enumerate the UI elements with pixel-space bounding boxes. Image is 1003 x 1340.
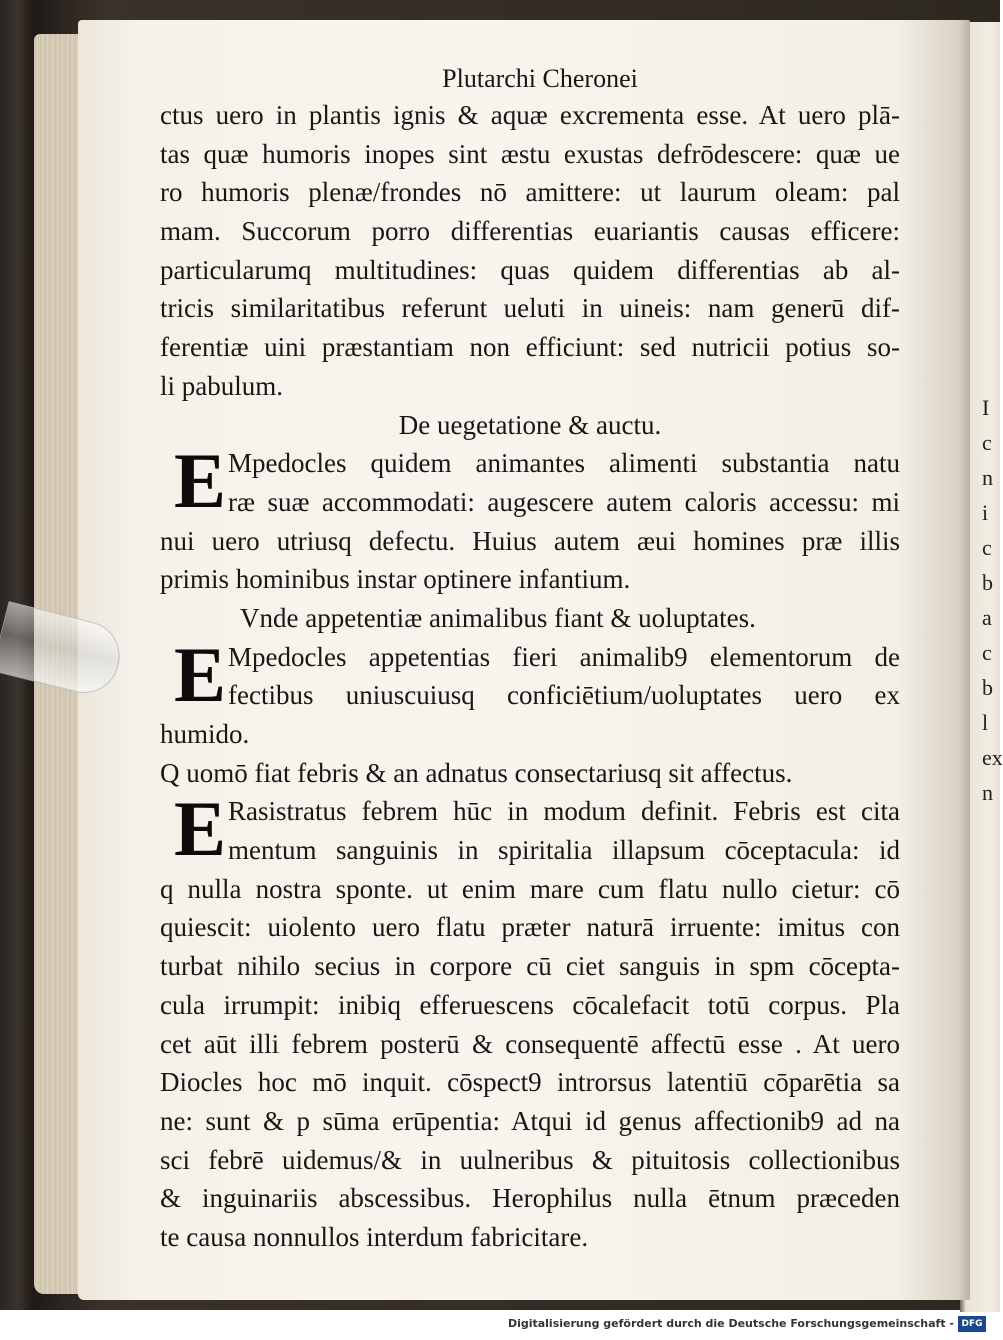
text-line: Mpedocles quidem animantes alimenti substantia natu <box>228 448 900 479</box>
facing-fragment: n <box>982 780 993 805</box>
section-2 <box>160 630 900 754</box>
text-line: particularumq multitudines: quas quidem differentias ab al- <box>160 254 900 285</box>
text-line: Rasistratus febrem hūc in modum definit. Febris est cita <box>228 796 900 827</box>
text-line: nui uero utriusq defectu. Huius autem æui homines præ illis <box>160 525 900 556</box>
facing-fragment: l <box>982 710 989 735</box>
text-line: tas quæ humoris inopes sint æstu exustas defrōdescere: quæ ue <box>160 138 900 169</box>
text-line: Diocles hoc mō inquit. cōspect9 introrsus latentiū cōparētia sa <box>160 1067 900 1098</box>
facing-fragment: i <box>982 500 989 525</box>
text-line: cula irrumpit: inibiq efferuescens cōcalefacit totū corpus. Pla <box>160 989 900 1020</box>
facing-page-text <box>982 390 1003 850</box>
page-text-block <box>160 62 900 1257</box>
facing-fragment: c <box>982 430 992 455</box>
facing-fragment: I <box>982 395 990 420</box>
facing-fragment: b <box>982 675 993 700</box>
text-line: sci febrē uidemus/& in uulneribus & pituitosis collectionibus <box>160 1144 900 1175</box>
text-line: quiescit: uiolento uero flatu præter naturā irruente: imitus con <box>160 912 900 943</box>
running-header: Plutarchi Cheronei <box>442 64 638 93</box>
text-line: mam. Succorum porro differentias euariantis causas efficere: <box>160 216 900 247</box>
text-line: & inguinariis abscessibus. Herophilus nulla ētnum præceden <box>160 1183 900 1214</box>
section-heading: De uegetatione & auctu. <box>398 409 662 440</box>
section-3 <box>160 785 900 1256</box>
text-line: humido. <box>160 719 250 749</box>
facing-fragment: b <box>982 570 993 595</box>
drop-capital: E <box>174 630 227 718</box>
drop-capital: E <box>174 785 227 873</box>
text-line: turbat nihilo secius in corpore cū ciet sanguis in spm cōcepta- <box>160 951 900 982</box>
text-line: ræ suæ accommodati: augescere autem caloris accessu: mi <box>228 486 900 517</box>
facing-fragment: a <box>982 605 992 630</box>
text-line: ferentiæ uini præstantiam non efficiunt: sed nutricii potius so- <box>160 332 900 363</box>
section-heading: Q uomō fiat febris & an adnatus consectariusq sit affectus. <box>160 757 793 788</box>
drop-capital: E <box>174 437 227 525</box>
footer-credit: Digitalisierung gefördert durch die Deutsche Forschungsgemeinschaft - <box>507 1317 954 1330</box>
text-line: cet aūt illi febrem posterū & consequentē affectū esse . At uero <box>160 1028 900 1059</box>
facing-fragment: ex <box>982 745 1003 770</box>
text-line: fectibus uniuscuiusq conficiētium/uoluptates uero ex <box>228 680 900 711</box>
text-line: Mpedocles appetentias fieri animalib9 elementorum de <box>228 641 900 672</box>
text-line: q nulla nostra sponte. ut enim mare cum flatu nullo cietur: cō <box>160 873 900 904</box>
text-line: primis hominibus instar optinere infantium. <box>160 564 631 595</box>
text-line: ne: sunt & p sūma erūpentia: Atqui id genus affectionib9 ad na <box>160 1105 900 1136</box>
text-line: li pabulum. <box>160 370 283 401</box>
text-line: te causa nonnullos interdum fabricitare. <box>160 1221 589 1252</box>
facing-fragment: c <box>982 535 992 560</box>
section-heading: Vnde appetentiæ animalibus fiant & uoluptates. <box>240 602 756 633</box>
text-line: mentum sanguinis in spiritalia illapsum cōceptacula: id <box>228 835 900 866</box>
section-1 <box>160 437 900 599</box>
text-line: ctus uero in plantis ignis & aquæ excrementa esse. At uero plā- <box>160 100 900 130</box>
facing-fragment: c <box>982 640 992 665</box>
text-line: tricis similaritatibus referunt ueluti in uineis: nam generū dif- <box>160 293 900 324</box>
digitization-footer <box>0 1312 1000 1340</box>
dfg-logo-icon: DFG <box>958 1316 986 1332</box>
text-line: ro humoris plenæ/frondes nō amittere: ut laurum oleam: pal <box>160 177 900 208</box>
facing-fragment: n <box>982 465 993 490</box>
